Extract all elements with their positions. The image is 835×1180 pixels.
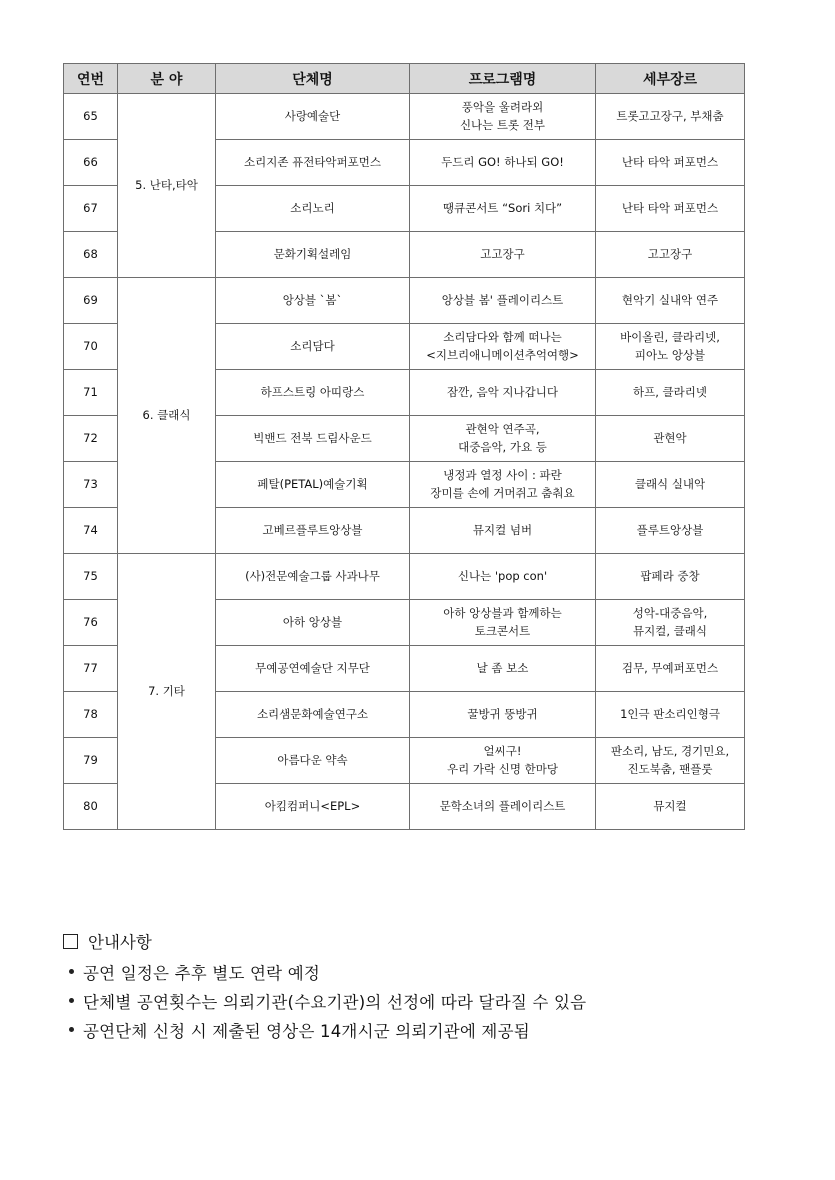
bullet-icon [69, 969, 74, 974]
row-program-name [410, 554, 596, 600]
row-number: 76 [64, 600, 118, 646]
row-program-name-line: 신나는 'pop con' [457, 568, 548, 583]
row-genre [596, 646, 745, 692]
row-group-name: 아하 앙상블 [216, 600, 410, 646]
row-number: 68 [64, 232, 118, 278]
notice-item: 공연단체 신청 시 제출된 영상은 14개시군 의뢰기관에 제공됨 [63, 1015, 586, 1044]
row-number: 65 [64, 94, 118, 140]
row-number: 78 [64, 692, 118, 738]
table-row [64, 94, 745, 140]
row-program-name-line: 꿀방귀 뚱방귀 [467, 706, 538, 721]
row-group-name: 아킴컴퍼니<EPL> [216, 784, 410, 830]
row-program-name [410, 600, 596, 646]
row-program-name-line: 잠깐, 음악 지나갑니다 [447, 384, 558, 399]
row-number: 77 [64, 646, 118, 692]
row-category: 6. 클래식 [118, 278, 216, 554]
program-table [63, 63, 745, 830]
row-group-name: 소리지존 퓨전타악퍼포먼스 [216, 140, 410, 186]
row-number: 80 [64, 784, 118, 830]
row-genre-line: 플루트앙상블 [636, 522, 704, 537]
row-genre [596, 94, 745, 140]
row-genre [596, 278, 745, 324]
row-genre-line: 고고장구 [647, 246, 693, 261]
row-group-name: 소리샘문화예술연구소 [216, 692, 410, 738]
row-number: 67 [64, 186, 118, 232]
row-genre [596, 186, 745, 232]
header-group: 단체명 [216, 64, 410, 94]
row-program-name-line: 소리담다와 함께 떠나는 [443, 330, 562, 345]
row-program-name [410, 370, 596, 416]
row-program-name-line: 고고장구 [480, 246, 525, 261]
bullet-icon [69, 998, 74, 1003]
row-genre-line: 하프, 클라리넷 [633, 384, 707, 399]
row-genre-line: 검무, 무예퍼포먼스 [621, 660, 719, 675]
row-number: 71 [64, 370, 118, 416]
header-row [64, 64, 745, 94]
table-body [64, 94, 745, 830]
checkbox-square-icon [63, 934, 78, 949]
row-program-name [410, 324, 596, 370]
notice-heading [63, 927, 586, 955]
row-number: 72 [64, 416, 118, 462]
row-genre-line: 난타 타악 퍼포먼스 [621, 200, 719, 215]
row-genre-line: 1인극 판소리인형극 [620, 706, 720, 721]
row-genre-line: 현악기 실내악 연주 [621, 292, 719, 307]
row-program-name-line: 땡큐콘서트 “Sori 치다” [442, 200, 563, 215]
row-genre-line: 바이올린, 클라리넷, [620, 330, 720, 345]
row-program-name-line: 신나는 트롯 전부 [459, 117, 546, 132]
notice-item: 공연 일정은 추후 별도 연락 예정 [63, 957, 586, 986]
row-genre [596, 416, 745, 462]
row-program-name [410, 416, 596, 462]
row-program-name [410, 278, 596, 324]
row-genre-line: 난타 타악 퍼포먼스 [621, 154, 719, 169]
row-genre [596, 508, 745, 554]
header-genre: 세부장르 [596, 64, 745, 94]
row-program-name [410, 232, 596, 278]
row-category: 5. 난타,타악 [118, 94, 216, 278]
row-number: 79 [64, 738, 118, 784]
row-number: 75 [64, 554, 118, 600]
row-program-name [410, 94, 596, 140]
row-program-name-line: 아하 앙상블과 함께하는 [443, 606, 562, 621]
row-group-name: 아름다운 약속 [216, 738, 410, 784]
row-genre [596, 462, 745, 508]
notice-list [63, 957, 586, 1044]
row-group-name: 무예공연예술단 지무단 [216, 646, 410, 692]
row-group-name: 소리담다 [216, 324, 410, 370]
row-group-name: 페탈(PETAL)예술기획 [216, 462, 410, 508]
row-genre-line: 진도북춤, 팬플룻 [627, 761, 713, 776]
row-group-name: 하프스트링 아띠랑스 [216, 370, 410, 416]
row-program-name-line: 장미를 손에 거머쥐고 춤춰요 [430, 485, 575, 500]
row-number: 74 [64, 508, 118, 554]
row-program-name-line: 두드리 GO! 하나되 GO! [441, 154, 564, 169]
row-genre [596, 738, 745, 784]
row-group-name: 앙상블 `봄` [216, 278, 410, 324]
notice-section [63, 927, 586, 1044]
row-genre [596, 692, 745, 738]
row-program-name [410, 646, 596, 692]
row-program-name-line: 우리 가락 신명 한마당 [447, 761, 558, 776]
row-program-name-line: 날 좀 보소 [476, 660, 529, 675]
row-program-name-line: <지브리애니메이션추억여행> [426, 347, 579, 362]
row-program-name [410, 692, 596, 738]
row-number: 70 [64, 324, 118, 370]
row-genre [596, 370, 745, 416]
row-genre [596, 784, 745, 830]
header-program: 프로그램명 [410, 64, 596, 94]
row-group-name: 문화기획설레임 [216, 232, 410, 278]
row-program-name-line: 냉정과 열정 사이 : 파란 [443, 468, 562, 483]
row-genre-line: 클래식 실내악 [634, 476, 706, 491]
row-program-name [410, 140, 596, 186]
row-genre-line: 판소리, 남도, 경기민요, [610, 744, 730, 759]
row-category: 7. 기타 [118, 554, 216, 830]
header-category: 분 야 [118, 64, 216, 94]
row-number: 66 [64, 140, 118, 186]
row-group-name: 빅밴드 전북 드림사운드 [216, 416, 410, 462]
row-group-name: 소리노리 [216, 186, 410, 232]
row-program-name-line: 문학소녀의 플레이리스트 [439, 798, 566, 813]
row-group-name: 고베르플루트앙상블 [216, 508, 410, 554]
row-genre-line: 관현악 [653, 430, 687, 445]
row-group-name: 사랑예술단 [216, 94, 410, 140]
row-genre-line: 트롯고고장구, 부채춤 [616, 108, 724, 123]
row-number: 73 [64, 462, 118, 508]
row-genre-line: 팝페라 중창 [640, 568, 700, 583]
row-genre [596, 140, 745, 186]
row-program-name-line: 토크콘서트 [474, 623, 531, 638]
row-program-name [410, 186, 596, 232]
row-number: 69 [64, 278, 118, 324]
row-program-name [410, 462, 596, 508]
row-program-name-line: 관현악 연주곡, [465, 422, 540, 437]
row-program-name [410, 738, 596, 784]
row-program-name-line: 얼씨구! [483, 744, 522, 759]
row-program-name-line: 대중음악, 가요 등 [458, 439, 547, 454]
row-genre [596, 600, 745, 646]
row-program-name [410, 784, 596, 830]
row-genre-line: 성악-대중음악, [632, 606, 708, 621]
bullet-icon [69, 1027, 74, 1032]
row-genre-line: 뮤지컬 [653, 798, 687, 813]
row-genre [596, 324, 745, 370]
row-genre [596, 554, 745, 600]
row-program-name [410, 508, 596, 554]
notice-title: 안내사항 [88, 933, 152, 952]
row-program-name-line: 앙상블 봄' 플레이리스트 [441, 292, 564, 307]
table-row [64, 278, 745, 324]
row-program-name-line: 뮤지컬 넘버 [472, 522, 533, 537]
notice-item: 단체별 공연횟수는 의뢰기관(수요기관)의 선정에 따라 달라질 수 있음 [63, 986, 586, 1015]
table-row [64, 554, 745, 600]
row-genre-line: 뮤지컬, 클래식 [633, 623, 707, 638]
row-genre [596, 232, 745, 278]
row-program-name-line: 풍악을 울려라외 [461, 100, 544, 115]
header-number: 연번 [64, 64, 118, 94]
row-group-name: (사)전문예술그룹 사과나무 [216, 554, 410, 600]
row-genre-line: 피아노 앙상블 [634, 347, 706, 362]
